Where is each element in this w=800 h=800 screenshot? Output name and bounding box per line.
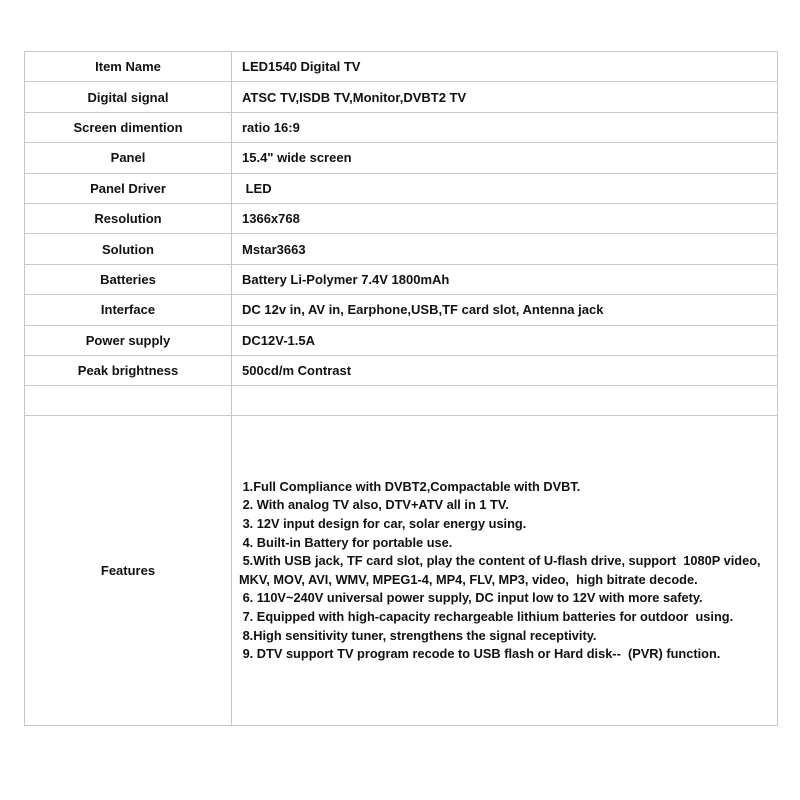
spec-row-panel-driver [25, 173, 778, 203]
spec-value: DC12V-1.5A [232, 325, 778, 355]
spec-row-digital-signal [25, 82, 778, 112]
spec-value: Mstar3663 [232, 234, 778, 264]
spec-row-power-supply [25, 325, 778, 355]
spec-row-empty [25, 386, 778, 416]
spec-row-item-name [25, 52, 778, 82]
spec-row-interface [25, 295, 778, 325]
spec-table [24, 51, 778, 726]
spec-label: Peak brightness [25, 355, 232, 385]
feature-item: 2. With analog TV also, DTV+ATV all in 1 TV. [239, 497, 509, 513]
spec-value: Battery Li-Polymer 7.4V 1800mAh [232, 264, 778, 294]
empty-cell [25, 386, 232, 416]
spec-label: Digital signal [25, 82, 232, 112]
feature-item: 6. 110V~240V universal power supply, DC input low to 12V with more safety. [239, 590, 703, 606]
spec-value: ratio 16:9 [232, 112, 778, 142]
spec-value: LED1540 Digital TV [232, 52, 778, 82]
spec-label: Resolution [25, 203, 232, 233]
spec-label: Interface [25, 295, 232, 325]
feature-item: 9. DTV support TV program recode to USB flash or Hard disk-- (PVR) function. [239, 646, 721, 662]
spec-value: LED [232, 173, 778, 203]
spec-row-features [25, 416, 778, 726]
spec-value: 500cd/m Contrast [232, 355, 778, 385]
spec-row-screen-dimention [25, 112, 778, 142]
spec-row-panel [25, 143, 778, 173]
spec-label: Solution [25, 234, 232, 264]
features-cell [232, 416, 778, 726]
feature-item: 3. 12V input design for car, solar energy using. [239, 516, 527, 532]
spec-row-resolution [25, 203, 778, 233]
spec-label: Panel [25, 143, 232, 173]
feature-item: 7. Equipped with high-capacity rechargeable lithium batteries for outdoor using. [239, 608, 734, 624]
spec-row-peak-brightness [25, 355, 778, 385]
spec-label: Power supply [25, 325, 232, 355]
spec-value: 1366x768 [232, 203, 778, 233]
spec-value: 15.4" wide screen [232, 143, 778, 173]
spec-value: ATSC TV,ISDB TV,Monitor,DVBT2 TV [232, 82, 778, 112]
spec-label: Batteries [25, 264, 232, 294]
feature-item: 4. Built-in Battery for portable use. [239, 534, 453, 550]
feature-item: 8.High sensitivity tuner, strengthens the signal receptivity. [239, 627, 597, 643]
spec-label: Item Name [25, 52, 232, 82]
feature-item: 1.Full Compliance with DVBT2,Compactable with DVBT. [239, 478, 581, 494]
spec-row-solution [25, 234, 778, 264]
features-label: Features [25, 416, 232, 726]
spec-label: Screen dimention [25, 112, 232, 142]
features-list [232, 478, 777, 664]
spec-value: DC 12v in, AV in, Earphone,USB,TF card slot, Antenna jack [232, 295, 778, 325]
feature-item: 5.With USB jack, TF card slot, play the content of U-flash drive, support 1080P video, MKV, MOV, AVI, WMV, MPEG1-4, MP4, FLV, MP3, video, high bitrate decode. [239, 553, 765, 587]
spec-row-batteries [25, 264, 778, 294]
empty-cell [232, 386, 778, 416]
spec-label: Panel Driver [25, 173, 232, 203]
